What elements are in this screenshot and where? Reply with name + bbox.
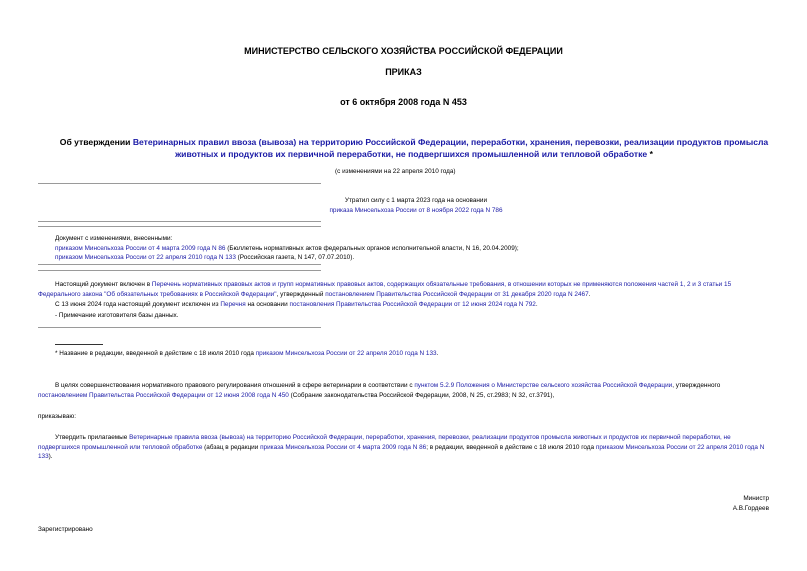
decree-link[interactable]: постановлением Правительства Российской Федерации от 12 июня 2008 года N 450 bbox=[38, 391, 289, 399]
footnote bbox=[55, 349, 770, 359]
text: . bbox=[436, 350, 439, 357]
text: на основании bbox=[245, 301, 290, 308]
document-title bbox=[58, 136, 770, 160]
regulation-link[interactable]: пунктом 5.2.9 Положения о Министерстве сельского хозяйства Российской Федерации bbox=[414, 382, 673, 389]
text: (Собрание законодательства Российской Федерации, 2008, N 25, ст.2983; N 32, ст.3791), bbox=[288, 391, 555, 399]
ministry-heading: МИНИСТЕРСТВО СЕЛЬСКОГО ХОЗЯЙСТВА РОССИЙСКОЙ ФЕДЕРАЦИИ bbox=[244, 46, 563, 56]
amendment-link[interactable]: приказом Минсельхоза России от 4 марта 2009 года N 86 bbox=[55, 244, 226, 252]
text: ; в редакции, введенной в действие с 18 июля 2010 года bbox=[426, 443, 596, 451]
text: , утвержденный bbox=[276, 290, 326, 298]
list-link[interactable]: Перечень нормативных правовых актов и групп нормативных правовых актов, содержащих обязательные требования, в отношении которых не применяются положения частей 1, 2 и 3 статьи 15 Федерального закона "Об обязательных требованиях в Российской Федерации" bbox=[38, 281, 732, 298]
text: * Название в редакции, введенной в действие с 18 июля 2010 года bbox=[55, 350, 256, 357]
amendments-heading: Документ с изменениями, внесенными: bbox=[55, 235, 173, 242]
approval-paragraph bbox=[38, 433, 770, 462]
order-link[interactable]: приказом Минсельхоза России от 22 апреля 2010 года N 133 bbox=[38, 443, 765, 461]
divider bbox=[38, 183, 321, 184]
lost-force-link[interactable]: приказа Минсельхоза России от 8 ноября 2022 года N 786 bbox=[329, 206, 503, 214]
amendments-block bbox=[55, 234, 775, 263]
registered-label: Зарегистрировано bbox=[38, 526, 93, 533]
amendment-item bbox=[55, 253, 775, 263]
list-link[interactable]: Перечня bbox=[220, 301, 246, 308]
text: В целях совершенствования нормативного правового регулирования отношений в сфере ветеринарии в соответствии с bbox=[55, 382, 415, 389]
lost-force-text: Утратил силу с 1 марта 2023 года на основании bbox=[344, 197, 488, 204]
text: С 13 июня 2024 года настоящий документ исключен из bbox=[55, 301, 221, 308]
amendment-details: (Бюллетень нормативных актов федеральных органов исполнительной власти, N 16, 20.04.2009); bbox=[225, 244, 519, 252]
footnote-separator bbox=[55, 344, 103, 345]
doc-type-heading: ПРИКАЗ bbox=[385, 67, 422, 77]
divider bbox=[38, 264, 321, 265]
rules-link[interactable]: Ветеринарные правила ввоза (вывоза) на территорию Российской Федерации, переработки, хранения, перевозки, реализации продуктов промысла животных и продуктов их первичной переработки, не подвергшихся промышленной или тепловой обработке bbox=[38, 434, 731, 451]
preamble-paragraph bbox=[38, 381, 770, 400]
divider bbox=[38, 226, 321, 227]
inclusion-paragraph bbox=[38, 280, 770, 299]
text: Настоящий документ включен в bbox=[55, 281, 152, 288]
title-rules-link[interactable]: Ветеринарных правил ввоза (вывоза) на территорию Российской Федерации, переработки, хранения, перевозки, реализации продуктов промысла животных и продуктов их первичной переработки, не подвергшихся промышленной или тепловой обработке bbox=[132, 137, 769, 159]
divider bbox=[38, 327, 321, 328]
signature-block bbox=[733, 494, 769, 513]
lost-force-notice bbox=[0, 196, 807, 215]
signature-name: А.В.Гордеев bbox=[732, 504, 769, 512]
signature-position: Министр bbox=[743, 495, 769, 502]
amendment-details: (Российская газета, N 147, 07.07.2010). bbox=[235, 254, 355, 262]
title-suffix: * bbox=[647, 149, 653, 159]
amendment-item bbox=[55, 244, 775, 254]
db-note: - Примечание изготовителя базы данных. bbox=[55, 312, 179, 319]
changes-note: (с изменениями на 22 апреля 2010 года) bbox=[335, 168, 456, 175]
text: , утвержденного bbox=[672, 382, 721, 389]
exclusion-paragraph bbox=[55, 300, 770, 310]
text: . bbox=[535, 301, 538, 308]
order-link[interactable]: приказа Минсельхоза России от 4 марта 2009 года N 86 bbox=[260, 443, 427, 451]
title-prefix: Об утверждении bbox=[59, 137, 133, 147]
text: . bbox=[588, 290, 591, 298]
decree-link[interactable]: постановления Правительства Российской Федерации от 12 июня 2024 года N 792 bbox=[289, 301, 536, 308]
text: ). bbox=[48, 453, 53, 461]
text: Утвердить прилагаемые bbox=[55, 434, 130, 441]
date-number-heading: от 6 октября 2008 года N 453 bbox=[340, 97, 467, 107]
order-word: приказываю: bbox=[38, 413, 76, 420]
divider bbox=[38, 221, 321, 222]
text: (абзац в редакции bbox=[202, 443, 261, 451]
footnote-link[interactable]: приказом Минсельхоза России от 22 апреля 2010 года N 133 bbox=[255, 350, 437, 357]
divider bbox=[38, 270, 321, 271]
decree-link[interactable]: постановлением Правительства Российской Федерации от 31 декабря 2020 года N 2467 bbox=[325, 290, 589, 298]
amendment-link[interactable]: приказом Минсельхоза России от 22 апреля 2010 года N 133 bbox=[55, 254, 236, 262]
